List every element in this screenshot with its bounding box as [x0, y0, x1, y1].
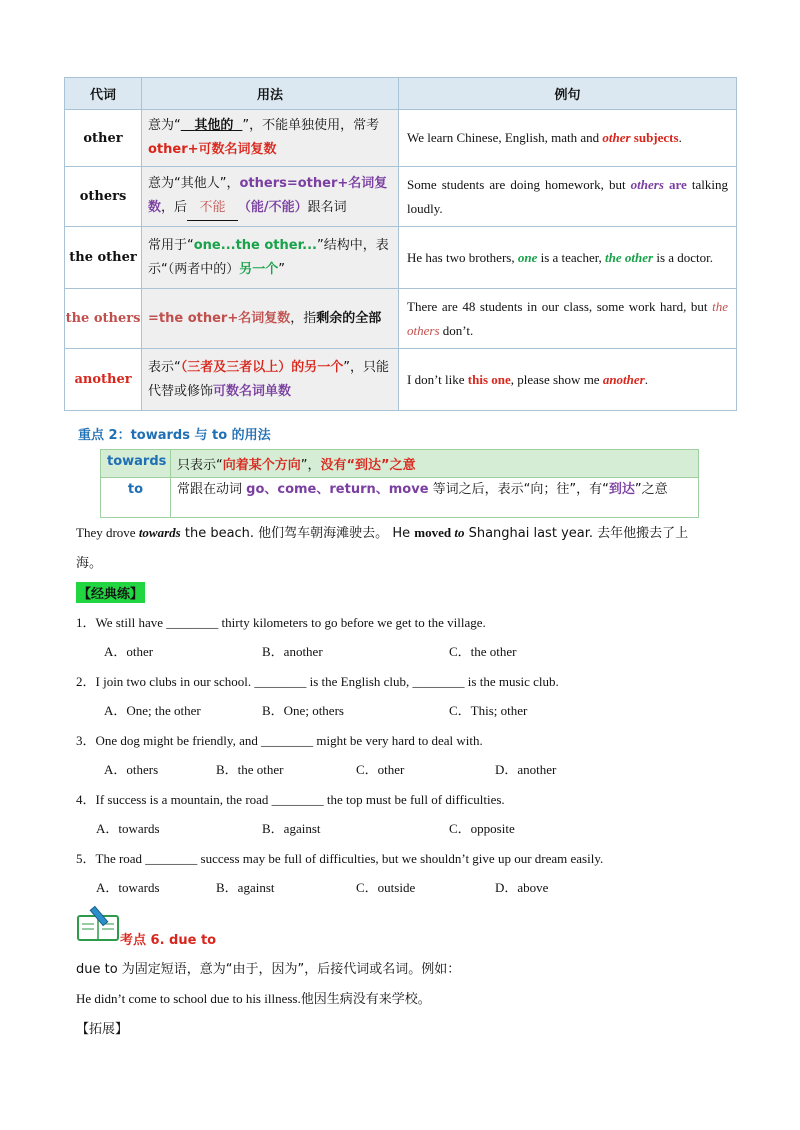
pronoun-cell: others	[65, 167, 142, 227]
question-1: 1．We still have ________ thirty kilometers to go before we get to the village.	[76, 615, 486, 630]
usage-text: ，后	[161, 200, 188, 215]
usage-highlight: （能/不能）	[237, 200, 308, 215]
example-text: talking loudly.	[407, 176, 729, 216]
point-6-explanation: due to 为固定短语，意为“由于，因为”，后接代词或名词。例如：	[76, 962, 461, 977]
option: B．another	[262, 644, 323, 659]
example-text: We learn Chinese, English, math and	[407, 130, 603, 145]
usage-text: ”	[278, 261, 286, 277]
option: C．the other	[449, 644, 517, 659]
example-sentence-continued: 海。	[76, 556, 103, 571]
option: A．towards	[96, 821, 160, 836]
option: A．towards	[96, 880, 160, 895]
desc-cell	[171, 478, 699, 518]
example-sentence	[76, 522, 688, 541]
option: B．against	[262, 821, 321, 836]
keyword-cell: to	[101, 478, 171, 518]
usage-text: ，指	[290, 310, 317, 326]
desc-highlight: 到达	[608, 482, 635, 497]
example-highlight: the other	[605, 249, 654, 265]
example-text: the beach. 他们驾车朝海滩驶去。 He	[180, 526, 415, 541]
example-cell	[399, 110, 737, 167]
usage-text: 意为“	[148, 118, 181, 133]
example-highlight: are	[669, 176, 687, 192]
example-cell	[399, 349, 737, 411]
desc-text: 只表示“	[177, 458, 223, 473]
desc-text: 等词之后，表示“向；往”，有“	[428, 482, 609, 497]
usage-text: 跟名词	[307, 200, 347, 215]
usage-highlight: one...the other...	[193, 237, 317, 253]
option: C．opposite	[449, 821, 515, 836]
option: A．other	[104, 644, 154, 659]
desc-highlight: 向着某个方向	[222, 458, 301, 473]
example-text: Shanghai last year. 去年他搬去了上	[464, 526, 689, 541]
example-highlight: subjects	[633, 130, 679, 145]
usage-text: 意为“其他人”，	[148, 176, 240, 191]
example-text: They drove	[76, 525, 139, 540]
option: C．outside	[356, 880, 416, 895]
example-highlight: other	[602, 130, 631, 145]
exercise-tag: 【经典练】	[76, 582, 145, 603]
desc-highlight: go、come、return、move	[246, 482, 429, 497]
usage-cell	[142, 110, 399, 167]
header-example: 例句	[399, 78, 737, 110]
usage-cell	[142, 227, 399, 289]
usage-text: ”结构中，表示“（两者中的）	[148, 237, 389, 277]
example-text: .	[678, 130, 682, 145]
option: B．One; others	[262, 703, 344, 718]
keyword-cell: towards	[101, 450, 171, 478]
example-highlight: to	[454, 525, 465, 540]
option: B．the other	[216, 762, 284, 777]
usage-highlight: （三者及三者以上）的另一个	[180, 359, 344, 375]
desc-text: ”之意	[634, 482, 668, 497]
table-header-row	[65, 78, 737, 110]
option: B．against	[216, 880, 275, 895]
question-5: 5．The road ________ success may be full of difficulties, but we shouldn’t give up our dream easily.	[76, 851, 604, 866]
example-text: , please show me	[510, 371, 603, 387]
table-row	[65, 110, 737, 167]
table-row	[65, 349, 737, 411]
desc-highlight: 没有“到达”之意	[320, 458, 416, 473]
pronoun-cell: the other	[65, 227, 142, 289]
extend-tag: 【拓展】	[76, 1022, 129, 1037]
desc-cell	[171, 450, 699, 478]
table-row	[65, 289, 737, 349]
example-highlight: one	[517, 249, 538, 265]
example-text: is a doctor.	[653, 249, 714, 265]
section-title: 重点 2：towards 与 to 的用法	[78, 428, 271, 443]
usage-highlight: 剩余的全部	[316, 310, 382, 326]
example-cell	[399, 167, 737, 227]
table-row	[101, 478, 699, 518]
example-text: don’t.	[439, 322, 474, 338]
usage-highlight: =the other+名词复数	[148, 310, 291, 326]
usage-cell	[142, 167, 399, 227]
usage-fill-text: 不能	[199, 200, 226, 215]
example-text: There are 48 students in our class, some work hard, but	[407, 298, 713, 314]
question-3: 3．One dog might be friendly, and ________ might be very hard to deal with.	[76, 733, 483, 748]
header-usage: 用法	[142, 78, 399, 110]
example-text: is a teacher,	[537, 249, 606, 265]
example-cell	[399, 227, 737, 289]
table-row	[65, 167, 737, 227]
example-highlight: the others	[407, 298, 728, 338]
usage-fill	[181, 118, 243, 133]
option: D．above	[495, 880, 549, 895]
question-4: 4．If success is a mountain, the road ________ the top must be full of difficulties.	[76, 792, 505, 807]
point-6-example: He didn’t come to school due to his illness.他因生病没有来学校。	[76, 991, 431, 1006]
option: C．This; other	[449, 703, 528, 718]
example-highlight: others	[630, 176, 664, 192]
example-highlight: this one	[467, 371, 511, 387]
question-2: 2．I join two clubs in our school. ________ is the English club, ________ is the music club.	[76, 674, 559, 689]
usage-text: ”，不能单独使用，常考	[242, 118, 380, 133]
usage-highlight: 可数名词单数	[213, 383, 292, 399]
usage-highlight: other+可数名词复数	[148, 142, 277, 157]
usage-fill	[187, 196, 238, 221]
open-book-pencil-icon	[76, 904, 122, 942]
pronoun-cell: other	[65, 110, 142, 167]
usage-highlight: others=other+名词复数	[148, 176, 388, 215]
pronoun-cell: the others	[65, 289, 142, 349]
usage-text: 常用于“	[148, 237, 194, 253]
option: A．One; the other	[104, 703, 201, 718]
usage-cell	[142, 289, 399, 349]
pronoun-usage-table	[64, 77, 737, 411]
table-row	[65, 227, 737, 289]
example-highlight: moved	[414, 525, 452, 540]
pronoun-cell: another	[65, 349, 142, 411]
usage-text: 表示“	[148, 359, 181, 375]
towards-to-table	[100, 449, 699, 518]
example-cell	[399, 289, 737, 349]
example-text: He has two brothers,	[407, 249, 518, 265]
usage-fill-text: 其他的	[194, 118, 234, 133]
example-text: .	[644, 371, 648, 387]
usage-highlight: 另一个	[239, 261, 279, 277]
usage-cell	[142, 349, 399, 411]
option: D．another	[495, 762, 557, 777]
table-row	[101, 450, 699, 478]
desc-text: 常跟在动词	[177, 482, 247, 497]
example-highlight: another	[602, 371, 645, 387]
example-text: I don’t like	[407, 371, 468, 387]
header-pronoun: 代词	[65, 78, 142, 110]
example-text: Some students are doing homework, but	[407, 176, 631, 192]
option: C．other	[356, 762, 405, 777]
usage-text: ”，只能代替或修饰	[148, 359, 390, 399]
desc-text: ”，	[300, 458, 321, 473]
option: A．others	[104, 762, 159, 777]
point-6-title: 考点 6. due to	[120, 933, 217, 948]
example-highlight: towards	[138, 525, 181, 540]
